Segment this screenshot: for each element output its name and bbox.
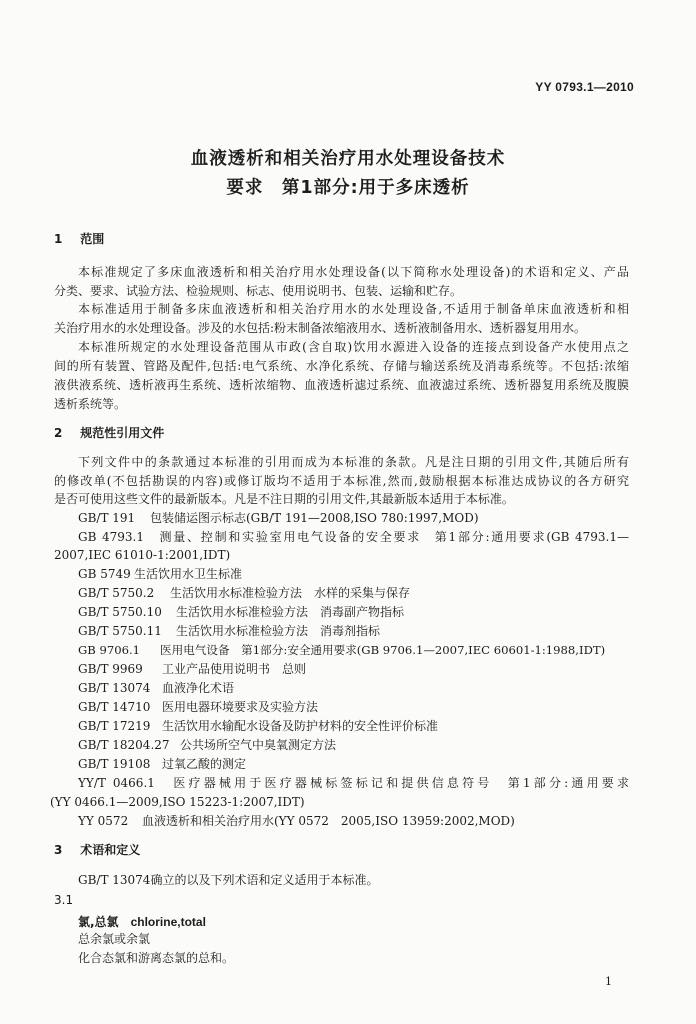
ref-title: 医用电气设备 第1部分:安全通用要求(GB 9706.1—2007,IEC 60601-1:1988,IDT) xyxy=(160,643,606,657)
section-1-title: 范围 xyxy=(80,232,105,246)
ref-continuation: (YY 0466.1—2009,ISO 15223-1:2007,IDT) xyxy=(50,795,305,809)
ref-title: 测量、控制和实验室用电气设备的安全要求 第1部分:通用要求(GB 4793.1— xyxy=(159,530,629,544)
standard-code: YY 0793.1—2010 xyxy=(535,80,634,94)
ref-code: GB/T 9969 xyxy=(78,662,143,676)
section-3-title: 术语和定义 xyxy=(80,843,141,857)
section-1-number: 1 xyxy=(54,232,63,246)
term-name xyxy=(78,913,206,930)
ref-code: GB/T 18204.27 xyxy=(78,738,170,752)
ref-code: YY/T 0466.1 xyxy=(78,776,155,790)
ref-title: 医疗器械用于医疗器械标签标记和提供信息符号 第1部分:通用要求 xyxy=(173,776,629,790)
refs-intro-line-2: 的修改单(不包括勘误的内容)或修订版均不适用于本标准,然而,鼓励根据本标准达成协议的各方研究 xyxy=(54,474,629,488)
ref-item xyxy=(78,567,242,581)
term-name-cn: 氯,总氯 xyxy=(78,915,119,929)
ref-code: GB/T 5750.11 xyxy=(78,624,162,638)
document-title-line-1: 血液透析和相关治疗用水处理设备技术 xyxy=(190,149,506,169)
ref-item xyxy=(78,814,515,828)
page-number: 1 xyxy=(605,975,612,988)
scope-para-1-line-1: 本标准规定了多床血液透析和相关治疗用水处理设备(以下简称水处理设备)的术语和定义、产品 xyxy=(78,265,629,279)
ref-code: GB/T 13074 xyxy=(78,681,151,695)
ref-title: 血液透析和相关治疗用水(YY 0572 2005,ISO 13959:2002,MOD) xyxy=(142,814,515,828)
ref-code: YY 0572 xyxy=(78,814,129,828)
scope-para-3-line-2: 间的所有装置、管路及配件,包括:电气系统、水净化系统、存储与输送系统及消毒系统等。不包括:浓缩 xyxy=(54,359,629,373)
term-number: 3.1 xyxy=(54,893,74,907)
section-1-heading xyxy=(54,230,104,247)
ref-title: 生活饮用水标准检验方法 消毒剂指标 xyxy=(176,624,381,638)
refs-intro-line-1: 下列文件中的条款通过本标准的引用而成为本标准的条款。凡是注日期的引用文件,其随后所有 xyxy=(78,455,629,469)
ref-code: GB/T 17219 xyxy=(78,719,151,733)
scope-para-3-line-3: 液供液系统、透析液再生系统、透析浓缩物、血液透析滤过系统、血液滤过系统、透析器复用系统及腹膜 xyxy=(54,378,629,392)
terms-intro: GB/T 13074确立的以及下列术语和定义适用于本标准。 xyxy=(78,873,379,887)
ref-item xyxy=(78,586,410,600)
ref-item xyxy=(78,643,605,657)
ref-code: GB 4793.1 xyxy=(78,530,144,544)
ref-title: 过氧乙酸的测定 xyxy=(162,757,247,771)
ref-title: 公共场所空气中臭氧测定方法 xyxy=(180,738,337,752)
section-2-heading xyxy=(54,424,164,441)
scope-para-2-line-2: 关治疗用水的水处理设备。涉及的水包括:粉末制备浓缩液用水、透析液制备用水、透析器复用用水。 xyxy=(54,321,587,335)
ref-title: 生活饮用水输配水设备及防护材料的安全性评价标准 xyxy=(162,719,439,733)
ref-code: GB/T 5750.2 xyxy=(78,586,155,600)
ref-code: GB 9706.1 xyxy=(78,643,141,657)
ref-item xyxy=(78,776,629,790)
ref-title: 生活饮用水标准检验方法 水样的采集与保存 xyxy=(170,586,411,600)
term-name-en: chlorine,total xyxy=(130,915,206,929)
scope-para-3-line-1: 本标准所规定的水处理设备范围从市政(含自取)饮用水源进入设备的连接点到设备产水使用点之 xyxy=(78,340,629,354)
term-definition: 化合态氯和游离态氯的总和。 xyxy=(78,951,235,965)
section-3-number: 3 xyxy=(54,843,63,857)
ref-continuation: 2007,IEC 61010-1:2001,IDT) xyxy=(54,548,231,562)
ref-title: 医用电器环境要求及实验方法 xyxy=(162,700,319,714)
ref-item xyxy=(78,700,318,714)
ref-title: 包装储运图示标志(GB/T 191—2008,ISO 780:1997,MOD) xyxy=(150,511,479,525)
ref-item xyxy=(78,757,246,771)
ref-code: GB 5749 xyxy=(78,567,131,581)
section-2-title: 规范性引用文件 xyxy=(80,426,165,440)
ref-item xyxy=(78,605,404,619)
ref-item xyxy=(78,511,479,525)
ref-title: 生活饮用水卫生标准 xyxy=(134,567,243,581)
ref-title: 血液净化术语 xyxy=(162,681,235,695)
ref-code: GB/T 5750.10 xyxy=(78,605,162,619)
scope-para-3-line-4: 透析系统等。 xyxy=(54,397,127,411)
refs-intro-line-3: 是否可使用这些文件的最新版本。凡是不注日期的引用文件,其最新版本适用于本标准。 xyxy=(54,492,514,506)
scope-para-2-line-1: 本标准适用于制备多床血液透析和相关治疗用水的水处理设备,不适用于制备单床血液透析和相 xyxy=(78,302,629,316)
scope-para-1-line-2: 分类、要求、试验方法、检验规则、标志、使用说明书、包装、运输和贮存。 xyxy=(54,284,463,298)
ref-item xyxy=(78,662,306,676)
term-synonym: 总余氯或余氯 xyxy=(78,932,151,946)
section-2-number: 2 xyxy=(54,426,63,440)
ref-item xyxy=(78,624,380,638)
ref-title: 工业产品使用说明书 总则 xyxy=(162,662,307,676)
ref-code: GB/T 191 xyxy=(78,511,136,525)
ref-title: 生活饮用水标准检验方法 消毒副产物指标 xyxy=(176,605,405,619)
ref-item xyxy=(78,719,438,733)
ref-item xyxy=(78,681,234,695)
document-title-line-2: 要求 第1部分:用于多床透析 xyxy=(226,178,470,198)
ref-code: GB/T 19108 xyxy=(78,757,151,771)
ref-item xyxy=(78,738,336,752)
ref-item xyxy=(78,530,629,544)
ref-code: GB/T 14710 xyxy=(78,700,151,714)
section-3-heading xyxy=(54,841,140,858)
